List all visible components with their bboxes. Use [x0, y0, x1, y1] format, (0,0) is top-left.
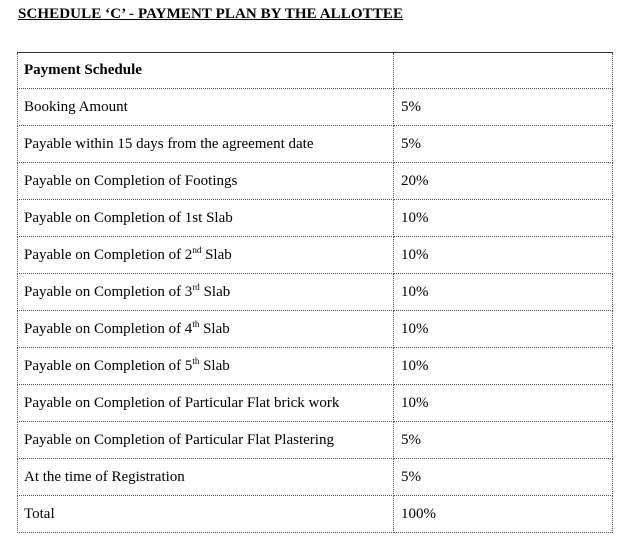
row-amount: 20% — [394, 163, 613, 200]
payment-schedule-table — [17, 52, 613, 533]
total-amount: 100% — [394, 496, 613, 533]
row-description-suffix: Slab — [199, 320, 230, 337]
table-row-total — [18, 496, 613, 533]
row-description-text: Booking Amount — [24, 98, 128, 115]
ordinal-suffix: th — [192, 318, 200, 329]
row-description — [18, 126, 394, 163]
row-description-text: Payable on Completion of 5 — [24, 357, 193, 374]
row-description-text: Payable on Completion of 4 — [24, 320, 193, 337]
row-description-text: Payable on Completion of Particular Flat brick work — [24, 394, 340, 411]
row-description-text: Payable on Completion of Footings — [24, 172, 238, 189]
row-description — [18, 237, 394, 274]
table-row — [18, 274, 613, 311]
row-description-text: Payable on Completion of 2 — [24, 246, 193, 263]
row-description — [18, 200, 394, 237]
row-amount: 10% — [394, 311, 613, 348]
row-amount: 10% — [394, 385, 613, 422]
row-description-suffix: Slab — [199, 357, 230, 374]
table-row — [18, 89, 613, 126]
header-empty-cell — [394, 53, 613, 89]
row-description-text: Payable on Completion of 3 — [24, 283, 193, 300]
row-amount: 10% — [394, 237, 613, 274]
row-description — [18, 163, 394, 200]
header-cell: Payment Schedule — [18, 53, 394, 89]
row-description-text: Payable on Completion of Particular Flat Plastering — [24, 431, 334, 448]
row-description-text: At the time of Registration — [24, 468, 185, 485]
ordinal-suffix: rd — [192, 281, 200, 292]
table-row — [18, 126, 613, 163]
row-amount: 10% — [394, 200, 613, 237]
row-description — [18, 422, 394, 459]
table-row — [18, 385, 613, 422]
row-description — [18, 274, 394, 311]
table-row — [18, 163, 613, 200]
total-label-text: Total — [24, 505, 55, 522]
row-description — [18, 311, 394, 348]
row-description-suffix: Slab — [199, 283, 231, 300]
schedule-title: SCHEDULE ‘C’ - PAYMENT PLAN BY THE ALLOTTEE — [18, 6, 404, 22]
row-description-suffix: Slab — [201, 246, 232, 263]
table-row — [18, 459, 613, 496]
table-header-row — [18, 53, 613, 89]
ordinal-suffix: nd — [192, 244, 202, 255]
row-description-text: Payable on Completion of 1st Slab — [24, 209, 233, 226]
table-row — [18, 311, 613, 348]
table-row — [18, 237, 613, 274]
row-amount: 5% — [394, 126, 613, 163]
table-row — [18, 200, 613, 237]
row-description — [18, 459, 394, 496]
row-amount: 5% — [394, 459, 613, 496]
row-amount: 10% — [394, 274, 613, 311]
total-label — [18, 496, 394, 533]
row-description — [18, 348, 394, 385]
row-amount: 10% — [394, 348, 613, 385]
row-amount: 5% — [394, 89, 613, 126]
ordinal-suffix: th — [192, 355, 200, 366]
table-row — [18, 348, 613, 385]
row-description — [18, 89, 394, 126]
row-amount: 5% — [394, 422, 613, 459]
row-description — [18, 385, 394, 422]
row-description-text: Payable within 15 days from the agreement date — [24, 135, 314, 152]
table-row — [18, 422, 613, 459]
